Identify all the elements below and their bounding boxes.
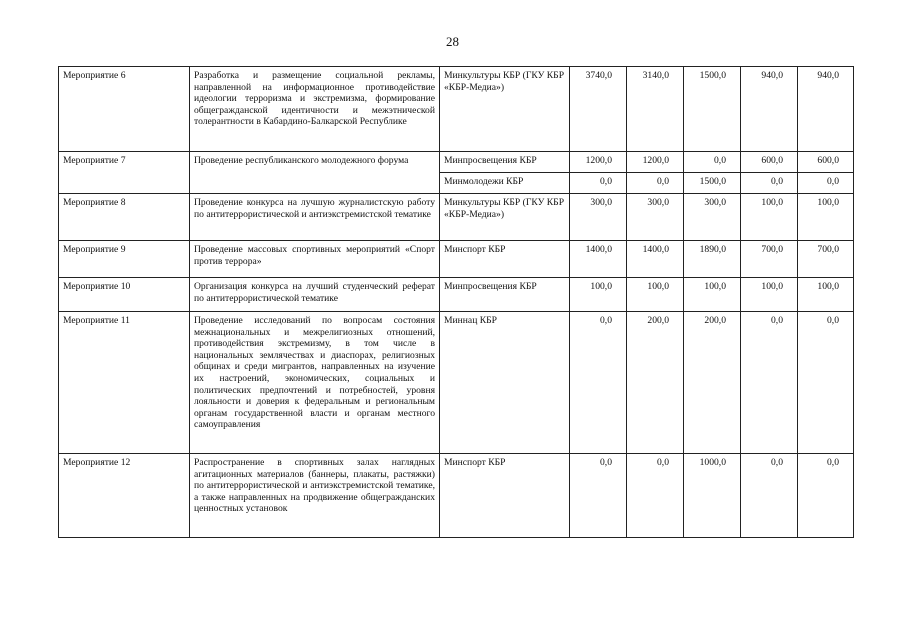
event-cell: Мероприятие 7 <box>59 152 190 194</box>
value-cell: 940,0 <box>798 67 854 152</box>
value-cell: 100,0 <box>741 278 798 312</box>
executor-cell: Миннац КБР <box>440 312 570 454</box>
executor-cell: Минмолодежи КБР <box>440 173 570 194</box>
event-cell: Мероприятие 9 <box>59 241 190 278</box>
value-cell: 300,0 <box>627 194 684 241</box>
value-cell: 1500,0 <box>684 67 741 152</box>
value-cell: 600,0 <box>741 152 798 173</box>
event-cell: Мероприятие 11 <box>59 312 190 454</box>
executor-cell: Минкультуры КБР (ГКУ КБР «КБР-Медиа») <box>440 67 570 152</box>
description-cell: Проведение конкурса на лучшую журналистскую работу по антитеррористической и антиэкстремистской тематике <box>190 194 440 241</box>
value-cell: 0,0 <box>570 312 627 454</box>
value-cell: 600,0 <box>798 152 854 173</box>
table-row <box>59 454 854 538</box>
value-cell: 1500,0 <box>684 173 741 194</box>
description-cell: Проведение республиканского молодежного форума <box>190 152 440 194</box>
value-cell: 1200,0 <box>570 152 627 173</box>
value-cell: 0,0 <box>570 173 627 194</box>
value-cell: 100,0 <box>684 278 741 312</box>
description-cell: Проведение массовых спортивных мероприятий «Спорт против террора» <box>190 241 440 278</box>
value-cell: 700,0 <box>798 241 854 278</box>
value-cell: 100,0 <box>570 278 627 312</box>
table-row <box>59 67 854 152</box>
value-cell: 1200,0 <box>627 152 684 173</box>
table-row <box>59 152 854 173</box>
value-cell: 100,0 <box>798 194 854 241</box>
value-cell: 0,0 <box>627 173 684 194</box>
table-row <box>59 194 854 241</box>
table-row <box>59 312 854 454</box>
program-table <box>58 66 854 538</box>
value-cell: 0,0 <box>627 454 684 538</box>
value-cell: 3740,0 <box>570 67 627 152</box>
executor-cell: Минспорт КБР <box>440 454 570 538</box>
value-cell: 100,0 <box>741 194 798 241</box>
page-number: 28 <box>446 34 459 49</box>
value-cell: 1000,0 <box>684 454 741 538</box>
event-cell: Мероприятие 8 <box>59 194 190 241</box>
value-cell: 1400,0 <box>570 241 627 278</box>
description-cell: Распространение в спортивных залах наглядных агитационных материалов (баннеры, плакаты, растяжки) по антитеррористической и антиэкстремистской тематике, а также направленных на продвижение общегражданских ценностных установок <box>190 454 440 538</box>
value-cell: 200,0 <box>684 312 741 454</box>
value-cell: 200,0 <box>627 312 684 454</box>
value-cell: 1890,0 <box>684 241 741 278</box>
value-cell: 0,0 <box>798 173 854 194</box>
executor-cell: Минкультуры КБР (ГКУ КБР «КБР-Медиа») <box>440 194 570 241</box>
event-cell: Мероприятие 12 <box>59 454 190 538</box>
table-row <box>59 241 854 278</box>
value-cell: 100,0 <box>627 278 684 312</box>
value-cell: 0,0 <box>570 454 627 538</box>
value-cell: 0,0 <box>684 152 741 173</box>
executor-cell: Минпросвещения КБР <box>440 152 570 173</box>
value-cell: 0,0 <box>741 173 798 194</box>
value-cell: 700,0 <box>741 241 798 278</box>
value-cell: 300,0 <box>684 194 741 241</box>
value-cell: 0,0 <box>741 454 798 538</box>
table-row <box>59 278 854 312</box>
description-cell: Разработка и размещение социальной рекламы, направленной на информационное противодействие идеологии терроризма и экстремизма, формирование общегражданской идентичности и межэтнической толерантности в Кабардино-Балкарской Республике <box>190 67 440 152</box>
value-cell: 1400,0 <box>627 241 684 278</box>
description-cell: Проведение исследований по вопросам состояния межнациональных и межрелигиозных отношений, противодействия экстремизму, в том числе в национальных землячествах и диаспорах, религиозных общинах и среди мигрантов, направленных на изучение их настроений, экономических, социальных и политических предпочтений и потребностей, уровня лояльности и доверия к федеральным и региональным органам государственной власти и органам местного самоуправления <box>190 312 440 454</box>
value-cell: 300,0 <box>570 194 627 241</box>
value-cell: 940,0 <box>741 67 798 152</box>
event-cell: Мероприятие 6 <box>59 67 190 152</box>
event-cell: Мероприятие 10 <box>59 278 190 312</box>
value-cell: 0,0 <box>798 454 854 538</box>
value-cell: 0,0 <box>798 312 854 454</box>
executor-cell: Минпросвещения КБР <box>440 278 570 312</box>
table-body <box>59 67 854 538</box>
value-cell: 3140,0 <box>627 67 684 152</box>
executor-cell: Минспорт КБР <box>440 241 570 278</box>
value-cell: 0,0 <box>741 312 798 454</box>
value-cell: 100,0 <box>798 278 854 312</box>
description-cell: Организация конкурса на лучший студенческий реферат по антитеррористической тематике <box>190 278 440 312</box>
